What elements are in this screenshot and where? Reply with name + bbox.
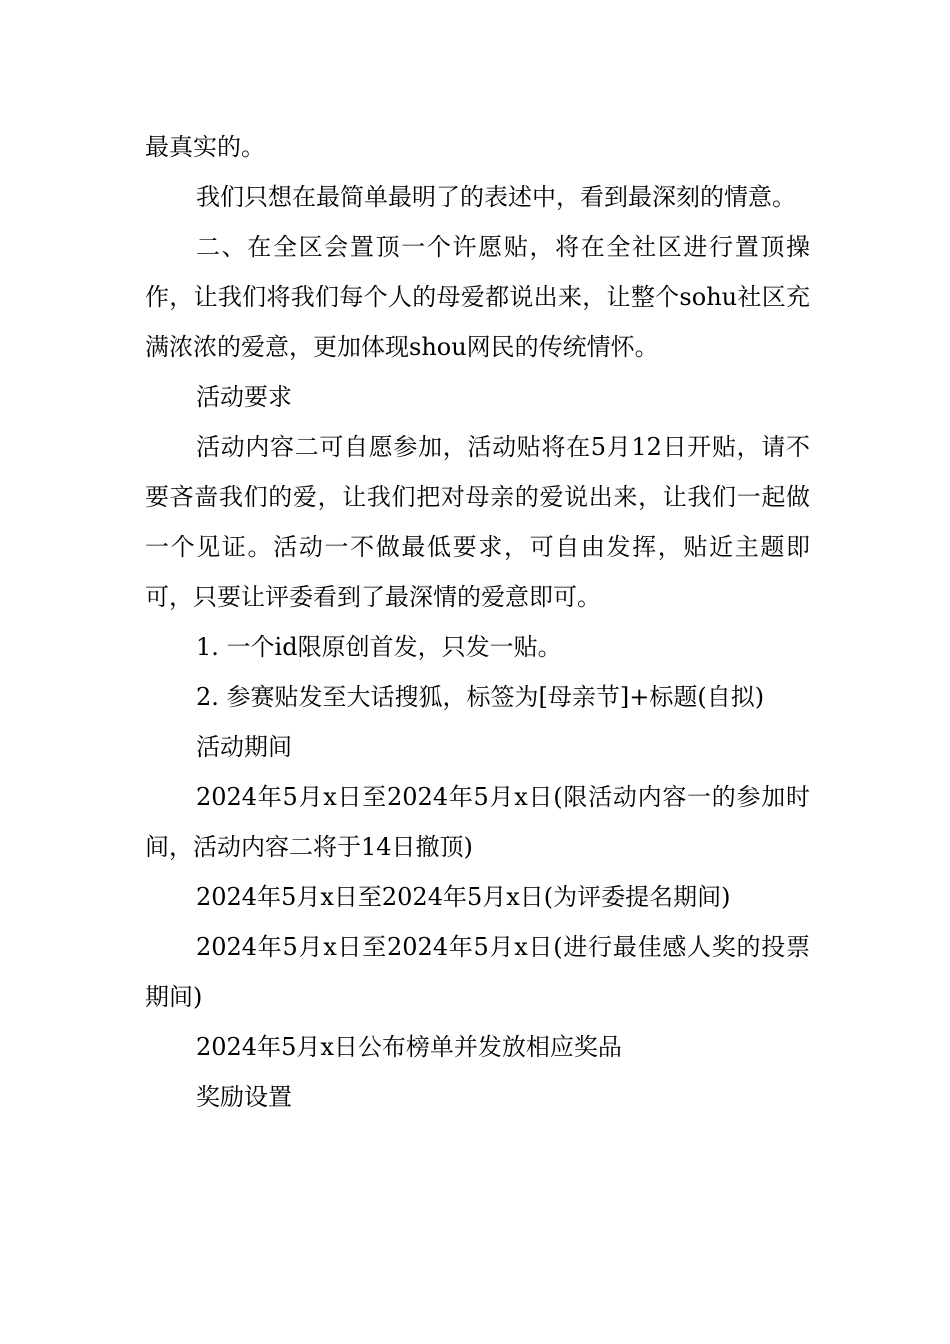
paragraph: 2024年5月x日至2024年5月x日(限活动内容一的参加时间，活动内容二将于14日撤顶) [145,783,810,861]
paragraph: 2024年5月x日至2024年5月x日(为评委提名期间) [196,883,731,911]
document-body [145,122,810,1122]
paragraph: 2024年5月x日公布榜单并发放相应奖品 [196,1033,622,1061]
paragraph: 活动内容二可自愿参加，活动贴将在5月12日开贴，请不要吝啬我们的爱，让我们把对母亲的爱说出来，让我们一起做一个见证。活动一不做最低要求，可自由发挥，贴近主题即可，只要让评委看到了最深情的爱意即可。 [145,433,810,611]
list-item: 2. 参赛贴发至大话搜狐，标签为[母亲节]+标题(自拟) [196,683,765,711]
section-heading: 奖励设置 [196,1083,292,1111]
list-item: 1. 一个id限原创首发，只发一贴。 [196,633,562,661]
paragraph: 最真实的。 [145,133,265,161]
section-heading: 活动要求 [196,383,292,411]
paragraph: 二、在全区会置顶一个许愿贴，将在全社区进行置顶操作，让我们将我们每个人的母爱都说出来，让整个sohu社区充满浓浓的爱意，更加体现shou网民的传统情怀。 [145,233,810,361]
paragraph: 我们只想在最简单最明了的表述中，看到最深刻的情意。 [196,183,796,211]
section-heading: 活动期间 [196,733,292,761]
paragraph: 2024年5月x日至2024年5月x日(进行最佳感人奖的投票期间) [145,933,810,1011]
